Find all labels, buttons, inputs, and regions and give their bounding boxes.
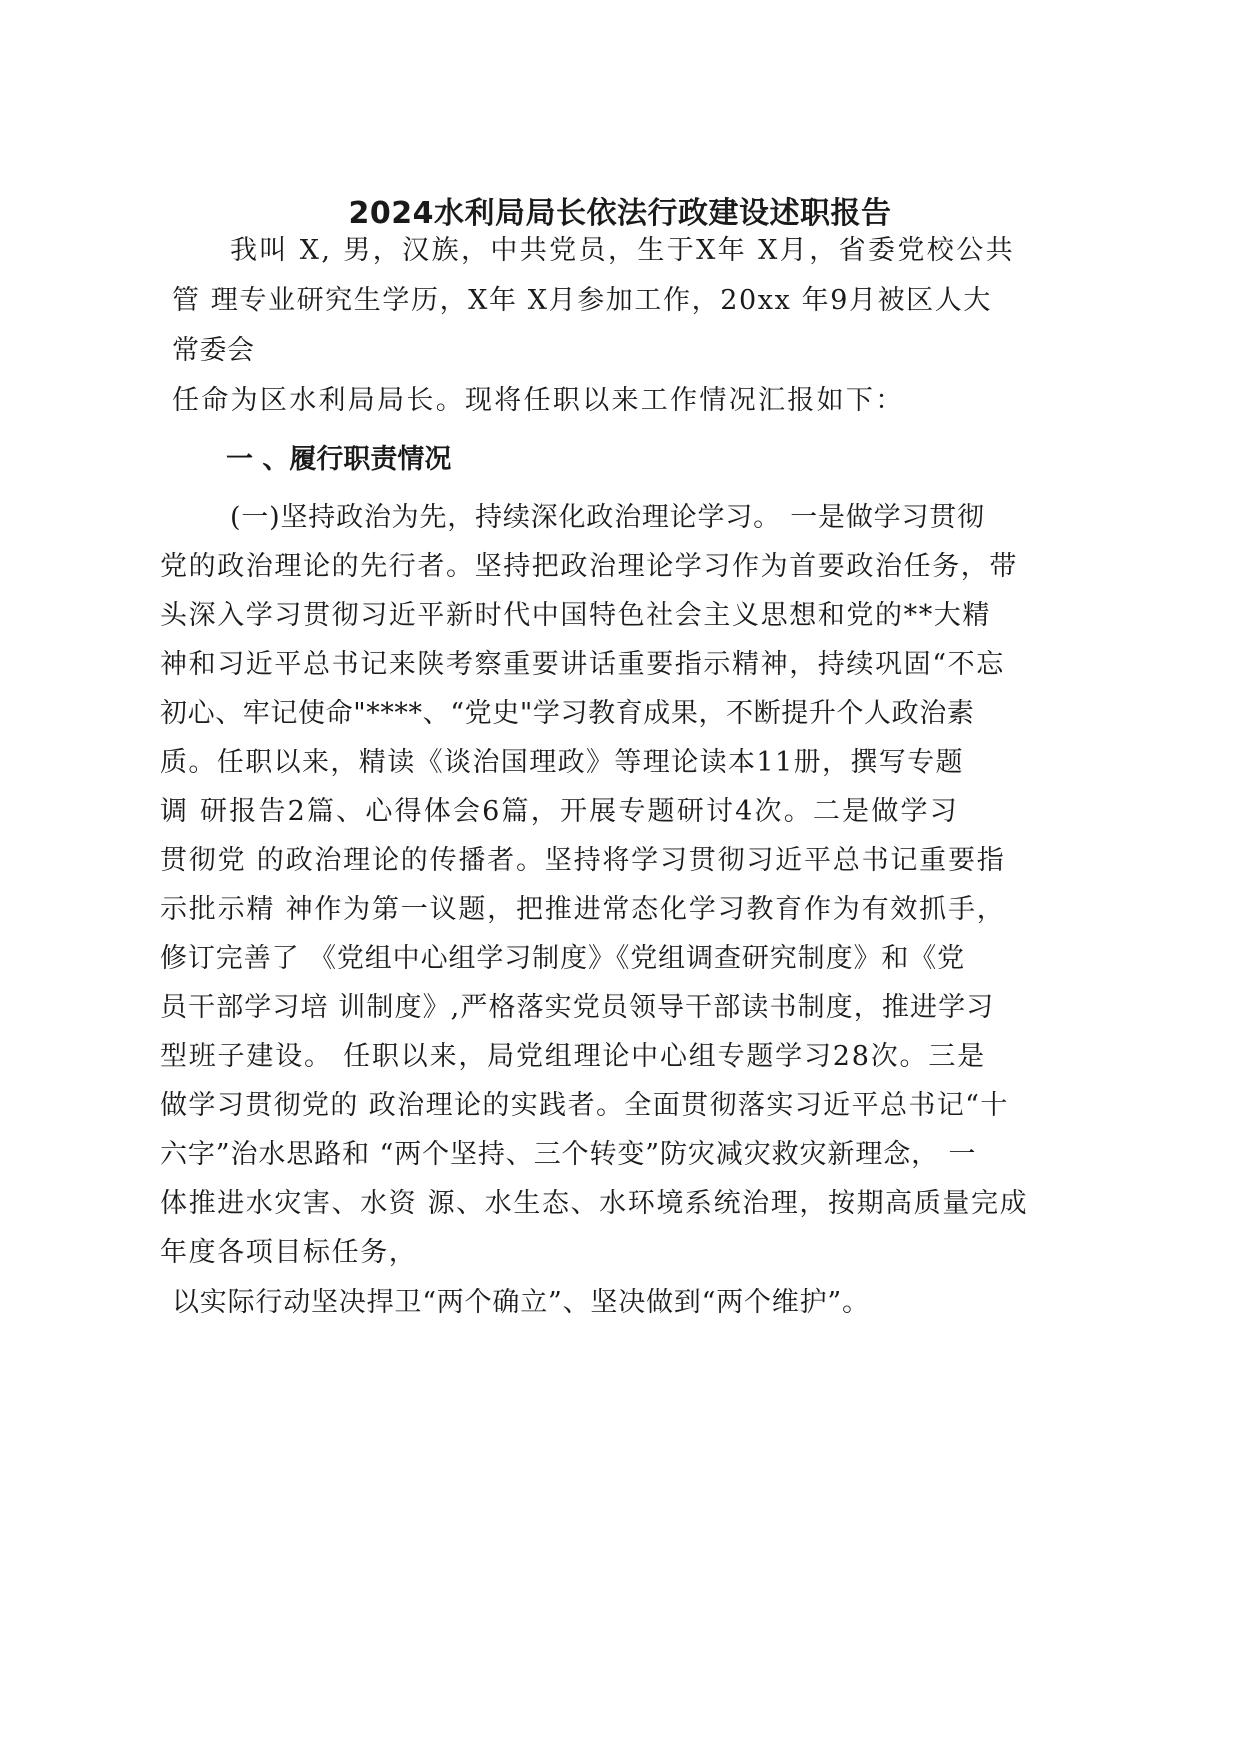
body-line-8: 贯彻党 的政治理论的传播者。坚持将学习贯彻习近平总书记重要指 [160, 845, 1006, 876]
body-line-16: 年度各项目标任务， [160, 1237, 418, 1268]
body-line-15: 体推进水灾害、水资 源、水生态、水环境系统治理，按期高质量完成 [160, 1188, 1029, 1219]
body-line-2: 党的政治理论的先行者。坚持把政治理论学习作为首要政治任务，带 [160, 551, 1018, 582]
body-line-4: 神和习近平总书记来陕考察重要讲话重要指示精神，持续巩固“不忘 [160, 649, 1005, 680]
body-line-11: 员干部学习培 训制度》,严格落实党员领导干部读书制度，推进学习 [160, 992, 995, 1023]
body-line-17: 以实际行动坚决捍卫“两个确立”、坚决做到“两个维护”。 [172, 1287, 870, 1318]
body-line-14: 六字”治水思路和 “两个坚持、三个转变”防灾减灾救灾新理念， 一 [160, 1139, 977, 1170]
intro-line-3: 常委会 [172, 335, 255, 366]
body-line-9: 示批示精 神作为第一议题，把推进常态化学习教育作为有效抓手， [160, 894, 1006, 925]
intro-line-1: 我叫 X, 男，汉族，中共党员，生于X年 X月，省委党校公共 [230, 235, 1015, 266]
body-line-3: 头深入学习贯彻习近平新时代中国特色社会主义思想和党的**大精 [160, 600, 991, 631]
body-line-13: 做学习贯彻党的 政治理论的实践者。全面贯彻落实习近平总书记“十 [160, 1090, 1009, 1121]
intro-line-2: 管 理专业研究生学历，X年 X月参加工作，20xx 年9月被区人大 [172, 285, 992, 316]
body-line-1: (一)坚持政治为先，持续深化政治理论学习。 一是做学习贯彻 [230, 502, 985, 533]
body-line-7: 调 研报告2篇、心得体会6篇，开展专题研讨4次。二是做学习 [160, 796, 959, 827]
section-heading: 一 、履行职责情况 [226, 444, 452, 475]
document-title: 2024水利局局长依法行政建设述职报告 [348, 196, 892, 231]
body-line-5: 初心、牢记使命"****、“党史"学习教育成果，不断提升个人政治素 [160, 698, 975, 729]
body-line-10: 修订完善了 《党组中心组学习制度》《党组调查研究制度》和《党 [160, 943, 966, 974]
intro-line-4: 任命为区水利局局长。现将任职以来工作情况汇报如下： [172, 385, 905, 416]
body-line-6: 质。任职以来，精读《谈治国理政》等理论读本11册，撰写专题 [160, 747, 964, 778]
body-line-12: 型班子建设。 任职以来，局党组理论中心组专题学习28次。三是 [160, 1041, 986, 1072]
